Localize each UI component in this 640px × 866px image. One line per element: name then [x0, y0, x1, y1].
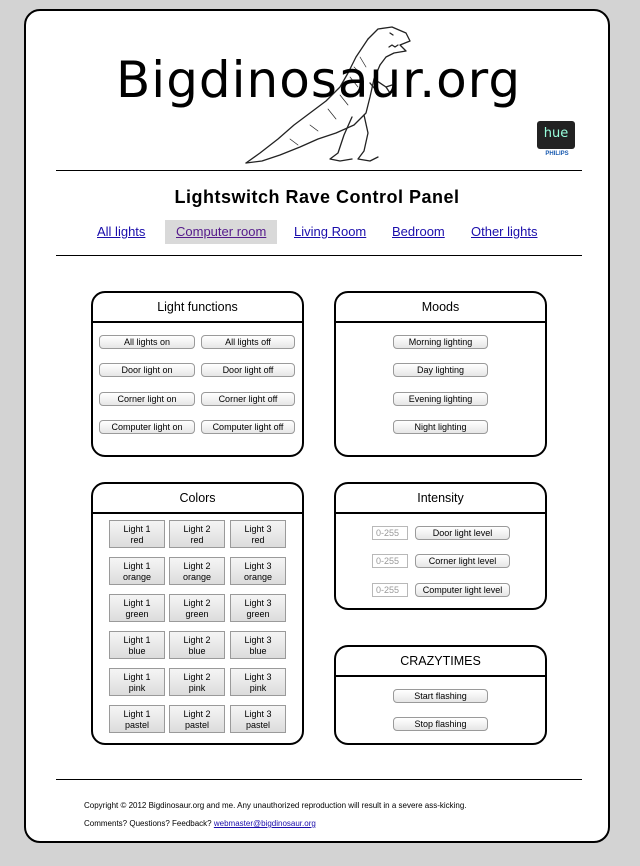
color-button-light-label: Light 3: [244, 709, 272, 719]
nav-other-lights[interactable]: Other lights: [471, 224, 538, 239]
light-2-blue-button[interactable]: [169, 631, 225, 659]
nav-living-room[interactable]: Living Room: [294, 224, 367, 239]
computer-light-off-button[interactable]: Computer light off: [201, 420, 295, 434]
color-button-light-label: Light 2: [183, 524, 211, 534]
light-1-pink-button[interactable]: [109, 668, 165, 696]
color-button-color-label: red: [190, 535, 204, 545]
colors-title: Colors: [93, 484, 302, 514]
color-button-light-label: Light 2: [183, 561, 211, 571]
colors-panel: [91, 482, 304, 745]
color-button-color-label: pastel: [245, 720, 271, 730]
light-3-pink-button[interactable]: [230, 668, 286, 696]
light-2-green-button[interactable]: [169, 594, 225, 622]
color-button-light-label: Light 3: [244, 635, 272, 645]
door-light-on-button[interactable]: Door light on: [99, 363, 195, 377]
color-button-color-label: pink: [249, 683, 267, 693]
contact-prefix: Comments? Questions? Feedback?: [84, 819, 212, 828]
site-header: [26, 11, 608, 171]
light-3-red-button[interactable]: [230, 520, 286, 548]
light-1-red-button[interactable]: [109, 520, 165, 548]
corner-light-level-button[interactable]: Corner light level: [415, 554, 510, 568]
contact-line: [84, 819, 316, 828]
color-button-light-label: Light 2: [183, 672, 211, 682]
color-button-light-label: Light 2: [183, 709, 211, 719]
color-button-color-label: green: [185, 609, 209, 619]
color-button-light-label: Light 1: [123, 561, 151, 571]
color-button-color-label: blue: [249, 646, 267, 656]
color-button-color-label: red: [251, 535, 265, 545]
light-2-orange-button[interactable]: [169, 557, 225, 585]
light-2-pastel-button[interactable]: [169, 705, 225, 733]
color-button-light-label: Light 3: [244, 561, 272, 571]
all-lights-on-button[interactable]: All lights on: [99, 335, 195, 349]
corner-light-level-input[interactable]: 0-255: [372, 554, 408, 568]
morning-lighting-button[interactable]: Morning lighting: [393, 335, 488, 349]
color-button-color-label: blue: [188, 646, 206, 656]
color-button-color-label: green: [246, 609, 270, 619]
all-lights-off-button[interactable]: All lights off: [201, 335, 295, 349]
divider: [56, 255, 582, 256]
light-functions-title: Light functions: [93, 293, 302, 323]
computer-light-on-button[interactable]: Computer light on: [99, 420, 195, 434]
corner-light-off-button[interactable]: Corner light off: [201, 392, 295, 406]
stop-flashing-button[interactable]: Stop flashing: [393, 717, 488, 731]
crazytimes-title: CRAZYTIMES: [336, 647, 545, 677]
moods-title: Moods: [336, 293, 545, 323]
door-light-level-input[interactable]: 0-255: [372, 526, 408, 540]
light-1-blue-button[interactable]: [109, 631, 165, 659]
light-functions-panel: [91, 291, 304, 457]
color-button-color-label: red: [130, 535, 144, 545]
color-button-light-label: Light 2: [183, 598, 211, 608]
moods-panel: [334, 291, 547, 457]
light-1-green-button[interactable]: [109, 594, 165, 622]
light-3-orange-button[interactable]: [230, 557, 286, 585]
divider: [56, 779, 582, 780]
color-button-light-label: Light 1: [123, 598, 151, 608]
light-3-green-button[interactable]: [230, 594, 286, 622]
philips-brand-text: PHILIPS: [545, 151, 569, 157]
color-button-light-label: Light 3: [244, 598, 272, 608]
color-button-light-label: Light 1: [123, 672, 151, 682]
color-button-light-label: Light 1: [123, 635, 151, 645]
webmaster-email-link[interactable]: webmaster@bigdinosaur.org: [213, 819, 316, 828]
door-light-off-button[interactable]: Door light off: [201, 363, 295, 377]
color-button-light-label: Light 3: [244, 672, 272, 682]
divider: [56, 170, 582, 171]
page-container: [24, 9, 610, 843]
light-3-blue-button[interactable]: [230, 631, 286, 659]
evening-lighting-button[interactable]: Evening lighting: [393, 392, 488, 406]
color-button-color-label: blue: [128, 646, 146, 656]
color-button-color-label: orange: [122, 572, 152, 582]
color-button-light-label: Light 3: [244, 524, 272, 534]
color-button-color-label: pink: [188, 683, 206, 693]
color-button-color-label: green: [125, 609, 149, 619]
intensity-panel: [334, 482, 547, 610]
computer-light-level-input[interactable]: 0-255: [372, 583, 408, 597]
philips-hue-logo: [537, 121, 577, 165]
light-2-red-button[interactable]: [169, 520, 225, 548]
color-button-color-label: pastel: [184, 720, 210, 730]
color-button-color-label: orange: [243, 572, 273, 582]
light-1-orange-button[interactable]: [109, 557, 165, 585]
start-flashing-button[interactable]: Start flashing: [393, 689, 488, 703]
light-2-pink-button[interactable]: [169, 668, 225, 696]
crazytimes-panel: [334, 645, 547, 745]
intensity-title: Intensity: [336, 484, 545, 514]
nav-bedroom[interactable]: Bedroom: [392, 224, 445, 239]
panel-title: Lightswitch Rave Control Panel: [174, 187, 460, 207]
color-button-light-label: Light 1: [123, 709, 151, 719]
color-button-color-label: pastel: [124, 720, 150, 730]
computer-light-level-button[interactable]: Computer light level: [415, 583, 510, 597]
color-button-color-label: pink: [128, 683, 146, 693]
nav-computer-room[interactable]: Computer room: [165, 220, 277, 244]
color-button-light-label: Light 1: [123, 524, 151, 534]
day-lighting-button[interactable]: Day lighting: [393, 363, 488, 377]
room-nav: [26, 220, 608, 244]
copyright-text: Copyright © 2012 Bigdinosaur.org and me. Any unauthorized reproduction will result in a severe ass-kicking.: [84, 801, 467, 810]
corner-light-on-button[interactable]: Corner light on: [99, 392, 195, 406]
nav-all-lights[interactable]: All lights: [97, 224, 146, 239]
site-title: Bigdinosaur.org: [116, 51, 522, 109]
hue-logo-text: hue: [537, 121, 575, 149]
light-3-pastel-button[interactable]: [230, 705, 286, 733]
light-1-pastel-button[interactable]: [109, 705, 165, 733]
door-light-level-button[interactable]: Door light level: [415, 526, 510, 540]
color-button-light-label: Light 2: [183, 635, 211, 645]
color-button-color-label: orange: [182, 572, 212, 582]
night-lighting-button[interactable]: Night lighting: [393, 420, 488, 434]
